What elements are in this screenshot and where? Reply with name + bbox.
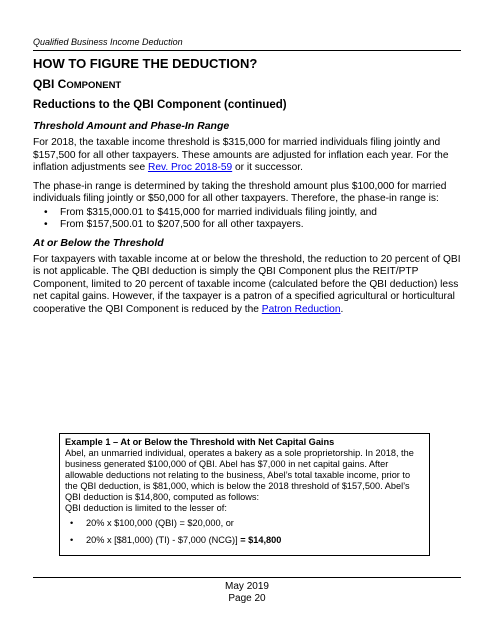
subsection-heading-reductions: Reductions to the QBI Component (continued)	[33, 99, 287, 111]
list-item-text: From $315,000.01 to $415,000 for married individuals filing jointly, and	[60, 206, 377, 218]
qbi-small-caps: OMPONENT	[66, 80, 122, 91]
below-threshold-tail: .	[340, 303, 344, 315]
example-box	[59, 433, 430, 556]
main-content	[33, 56, 463, 322]
page-number: Page 20	[228, 593, 266, 604]
list-item	[65, 518, 424, 529]
example-body: Abel, an unmarried individual, operates a bakery as a sole proprietorship. In 2018, the business generated $100,000 of QBI. Abel has $7,000 in net capital gains. After allowable deductions not relating to the business, Abel’s total taxable income, prior to the QBI deduction, is $81,000, which is below the 2018 threshold of $157,500. Abel’s QBI deduction is $14,800, computed as follows:	[65, 448, 414, 502]
example-lesser-of: QBI deduction is limited to the lesser of:	[65, 503, 227, 513]
bullet-icon: •	[44, 219, 48, 230]
below-threshold-text: For taxpayers with taxable income at or below the threshold, the reduction to 20 percent of QBI is not applicable. The QBI deduction is simply the QBI Component plus the REIT/PTP Component, limited to 20 percent of taxable income (calculated before the QBI deduction) less net capital gains. However, if the taxpayer is a patron of a specified agricultural or horticultural cooperative the QBI Component is reduced by the	[33, 253, 461, 315]
bullet-icon: •	[70, 535, 74, 545]
threshold-paragraph-tail: or it successor.	[232, 162, 303, 173]
header-divider	[33, 50, 461, 51]
list-item	[33, 207, 463, 220]
footer-divider	[33, 577, 461, 578]
footer-date: May 2019	[225, 581, 269, 592]
page-heading: HOW TO FIGURE THE DEDUCTION?	[33, 56, 258, 71]
example-list	[65, 518, 424, 546]
threshold-paragraph-text: For 2018, the taxable income threshold is $315,000 for married individuals filing jointly and $157,500 for all other taxpayers. These amounts are adjusted for inflation each year. For the inflation adjustments see	[33, 137, 449, 173]
rev-proc-link[interactable]: Rev. Proc 2018-59	[147, 162, 233, 173]
threshold-paragraph	[33, 137, 463, 175]
patron-reduction-link[interactable]: Patron Reduction	[261, 303, 341, 315]
example-bullet-2-result: = $14,800	[240, 535, 282, 545]
example-title: Example 1 – At or Below the Threshold with Net Capital Gains	[65, 437, 335, 447]
list-item	[65, 535, 424, 546]
bullet-icon: •	[70, 518, 74, 528]
page-footer	[0, 581, 494, 605]
list-item	[33, 219, 463, 232]
running-header: Qualified Business Income Deduction	[33, 37, 183, 47]
phase-in-list	[33, 207, 463, 232]
below-threshold-paragraph	[33, 254, 463, 317]
example-bullet-1: 20% x $100,000 (QBI) = $20,000, or	[86, 518, 234, 528]
qbi-first-letter: C	[57, 77, 67, 91]
example-bullet-2-text: 20% x [$81,000) (TI) - $7,000 (NCG)]	[86, 535, 241, 545]
threshold-heading: Threshold Amount and Phase-In Range	[33, 120, 230, 132]
section-heading-qbi-component	[33, 77, 463, 93]
bullet-icon: •	[44, 206, 48, 218]
list-item-text: From $157,500.01 to $207,500 for all other taxpayers.	[60, 219, 304, 230]
qbi-prefix: QBI	[33, 77, 58, 91]
below-threshold-heading: At or Below the Threshold	[33, 236, 164, 249]
phase-in-paragraph: The phase-in range is determined by taking the threshold amount plus $100,000 for married individuals filing jointly or $50,000 for all other taxpayers. Therefore, the phase-in range is:	[33, 180, 447, 204]
